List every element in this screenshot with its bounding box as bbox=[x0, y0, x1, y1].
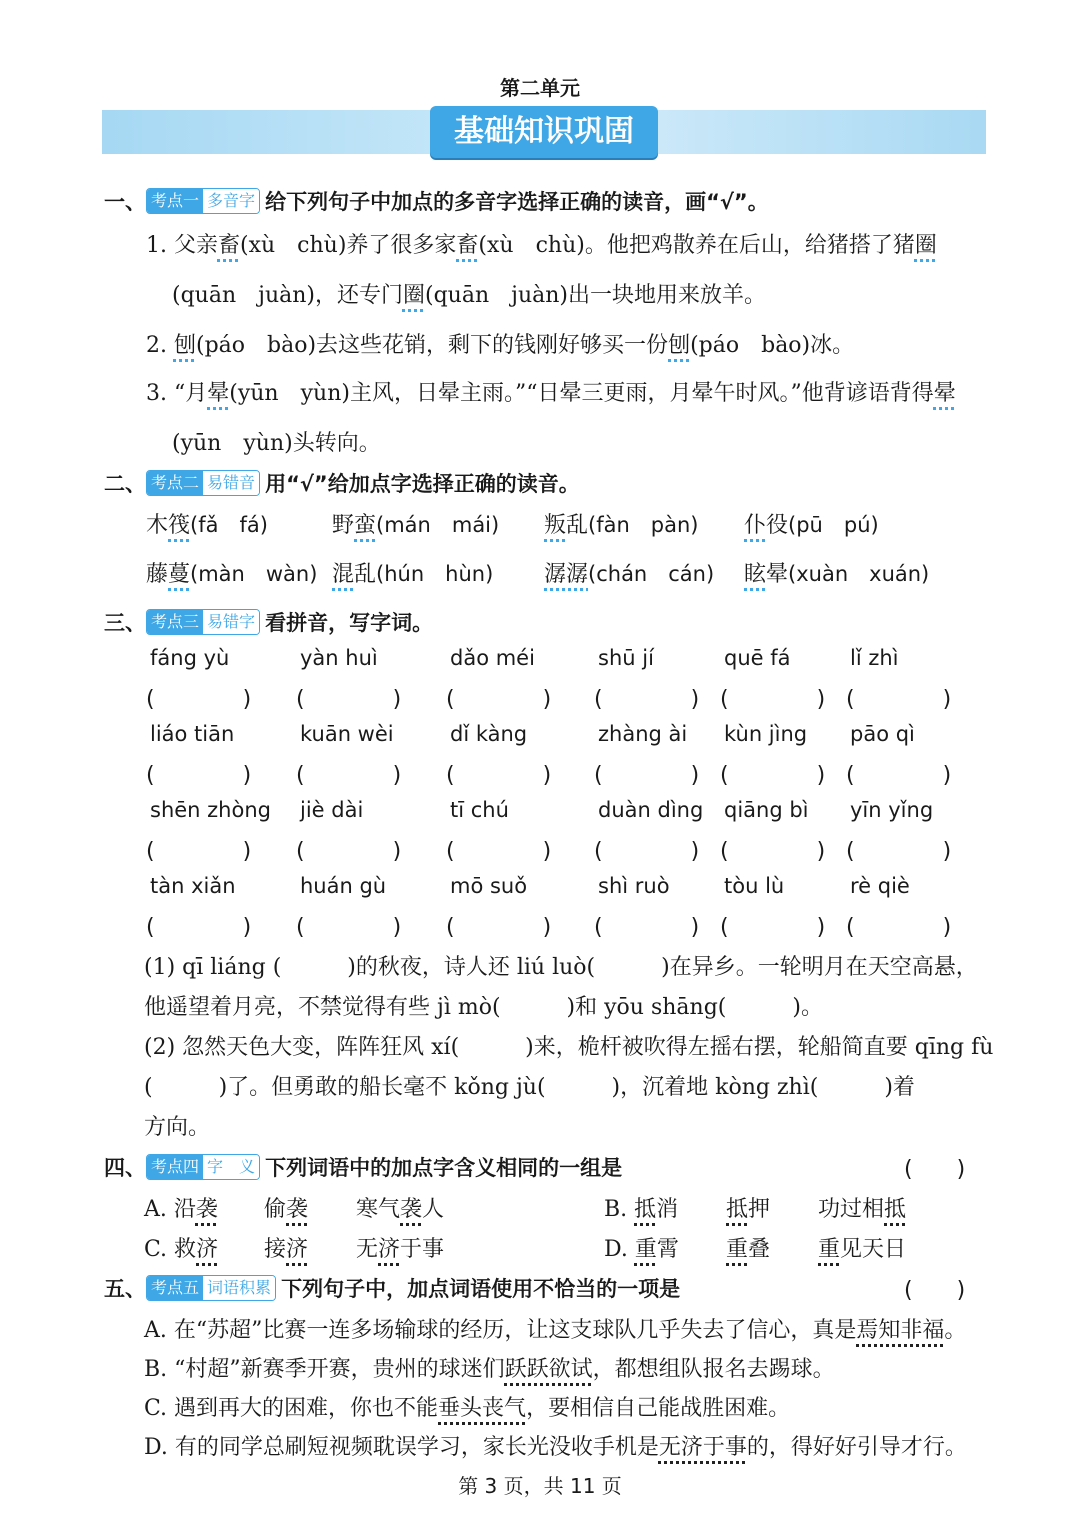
answer-blank[interactable]: ( ) bbox=[146, 763, 252, 788]
q4-option-c-2: 接济 bbox=[264, 1237, 309, 1262]
q5-option-d: D. 有的同学总刷短视频耽误学习，家长光没收手机是无济于事的，得好好引导才行。 bbox=[144, 1435, 967, 1460]
q4-option-b-2: 抵押 bbox=[726, 1197, 771, 1222]
q5-answer-blank[interactable]: ( ) bbox=[904, 1278, 966, 1303]
page-number: 第 3 页，共 11 页 bbox=[458, 1474, 622, 1498]
q3-heading: 三、 考点三 易错字 看拼音，写字词。 bbox=[104, 611, 434, 635]
q2-item: 潺潺(chán cán) bbox=[544, 562, 715, 587]
q1-s3-line1: 3. “月晕(yūn yùn)主风，日晕主雨。”“日晕三更雨，月晕午时风。”他背谚语背得晕 bbox=[146, 381, 956, 406]
pinyin-label: dǐ kàng bbox=[450, 722, 528, 746]
pinyin-label: dǎo méi bbox=[450, 646, 535, 670]
q5-option-c: C. 遇到再大的困难，你也不能垂头丧气，要相信自己能战胜困难。 bbox=[144, 1396, 791, 1421]
answer-blank[interactable]: ( ) bbox=[594, 915, 700, 940]
q1-number: 一、 bbox=[104, 190, 146, 214]
answer-blank[interactable]: ( ) bbox=[296, 687, 402, 712]
q3-prompt: 看拼音，写字词。 bbox=[265, 611, 434, 635]
q1-s1-line1: 1. 父亲畜(xù chù)养了很多家畜(xù chù)。他把鸡散养在后山，给猪搭了猪圈 bbox=[146, 233, 937, 258]
answer-blank[interactable]: ( ) bbox=[720, 915, 826, 940]
answer-blank[interactable]: ( ) bbox=[296, 763, 402, 788]
pinyin-label: shēn zhòng bbox=[150, 798, 271, 822]
pinyin-label: jiè dài bbox=[300, 798, 364, 822]
unit-title: 第二单元 bbox=[500, 76, 580, 100]
answer-blank[interactable]: ( ) bbox=[446, 915, 552, 940]
pinyin-label: quē fá bbox=[724, 646, 791, 670]
answer-blank[interactable]: ( ) bbox=[846, 915, 952, 940]
answer-blank[interactable]: ( ) bbox=[446, 839, 552, 864]
answer-blank[interactable]: ( ) bbox=[146, 687, 252, 712]
pinyin-label: yīn yǐng bbox=[850, 798, 934, 822]
q4-option-a-3: 寒气袭人 bbox=[356, 1197, 445, 1222]
answer-blank[interactable]: ( ) bbox=[146, 839, 252, 864]
q2-item: 叛乱(fàn pàn) bbox=[544, 513, 699, 538]
q4-option-c-3: 无济于事 bbox=[356, 1237, 445, 1262]
page-title: 基础知识巩固 bbox=[430, 106, 658, 158]
q3-para1-line1: (1) qī liáng ( )的秋夜，诗人还 liú luò( )在异乡。一轮明月在天空高悬， bbox=[144, 955, 978, 980]
pinyin-label: kuān wèi bbox=[300, 722, 394, 746]
answer-blank[interactable]: ( ) bbox=[594, 687, 700, 712]
q4-option-a: A. 沿袭 bbox=[144, 1197, 218, 1222]
q2-prompt: 用“√”给加点字选择正确的读音。 bbox=[265, 472, 580, 496]
q1-prompt: 给下列句子中加点的多音字选择正确的读音，画“√”。 bbox=[265, 190, 769, 214]
q4-answer-blank[interactable]: ( ) bbox=[904, 1157, 966, 1182]
q5-prompt: 下列句子中，加点词语使用不恰当的一项是 bbox=[281, 1277, 681, 1301]
q4-option-a-2: 偷袭 bbox=[264, 1197, 309, 1222]
pinyin-label: zhàng ài bbox=[598, 722, 688, 746]
pinyin-label: rè qiè bbox=[850, 874, 910, 898]
q4-option-d: D. 重霄 bbox=[604, 1237, 679, 1262]
answer-blank[interactable]: ( ) bbox=[846, 763, 952, 788]
answer-blank[interactable]: ( ) bbox=[446, 687, 552, 712]
answer-blank[interactable]: ( ) bbox=[446, 763, 552, 788]
pinyin-label: yàn huì bbox=[300, 646, 378, 670]
pinyin-label: qiāng bì bbox=[724, 798, 809, 822]
q1-s3-line2: (yūn yùn)头转向。 bbox=[172, 431, 381, 456]
answer-blank[interactable]: ( ) bbox=[720, 687, 826, 712]
q3-badge: 考点三 易错字 bbox=[146, 609, 260, 635]
pinyin-label: huán gù bbox=[300, 874, 387, 898]
answer-blank[interactable]: ( ) bbox=[720, 839, 826, 864]
q2-item: 混乱(hún hùn) bbox=[332, 562, 494, 587]
pinyin-label: liáo tiān bbox=[150, 722, 235, 746]
pinyin-label: tàn xiǎn bbox=[150, 874, 236, 898]
q4-option-b: B. 抵消 bbox=[604, 1197, 679, 1222]
q2-heading: 二、 考点二 易错音 用“√”给加点字选择正确的读音。 bbox=[104, 472, 580, 496]
q4-heading: 四、 考点四 字 义 下列词语中的加点字含义相同的一组是 bbox=[104, 1156, 623, 1180]
answer-blank[interactable]: ( ) bbox=[846, 687, 952, 712]
q3-para1-line2: 他遥望着月亮，不禁觉得有些 jì mò( )和 yōu shāng( )。 bbox=[144, 995, 823, 1020]
q5-option-b: B. “村超”新赛季开赛，贵州的球迷们跃跃欲试，都想组队报名去踢球。 bbox=[144, 1357, 835, 1382]
pinyin-label: tī chú bbox=[450, 798, 509, 822]
q2-item: 木筏(fǎ fá) bbox=[146, 513, 268, 538]
pinyin-label: lǐ zhì bbox=[850, 646, 899, 670]
q5-option-a: A. 在“苏超”比赛一连多场输球的经历，让这支球队几乎失去了信心，真是焉知非福。 bbox=[144, 1318, 967, 1343]
q4-option-b-3: 功过相抵 bbox=[818, 1197, 907, 1222]
q2-item: 野蛮(mán mái) bbox=[332, 513, 500, 538]
q3-para2-line2: ( )了。但勇敢的船长毫不 kǒng jù( )，沉着地 kòng zhì( )着 bbox=[144, 1075, 915, 1100]
answer-blank[interactable]: ( ) bbox=[846, 839, 952, 864]
q4-option-d-3: 重见天日 bbox=[818, 1237, 907, 1262]
pinyin-label: mō suǒ bbox=[450, 874, 528, 898]
answer-blank[interactable]: ( ) bbox=[594, 763, 700, 788]
q2-item: 藤蔓(màn wàn) bbox=[146, 562, 318, 587]
q4-prompt: 下列词语中的加点字含义相同的一组是 bbox=[265, 1156, 623, 1180]
answer-blank[interactable]: ( ) bbox=[296, 839, 402, 864]
q4-badge: 考点四 字 义 bbox=[146, 1154, 260, 1180]
q1-s2: 2. 刨(páo bào)去这些花销，剩下的钱刚好够买一份刨(páo bào)冰。 bbox=[146, 333, 855, 358]
q4-option-c: C. 救济 bbox=[144, 1237, 219, 1262]
q5-badge: 考点五 词语积累 bbox=[146, 1275, 276, 1301]
q5-heading: 五、 考点五 词语积累 下列句子中，加点词语使用不恰当的一项是 bbox=[104, 1277, 681, 1301]
q1-badge: 考点一 多音字 bbox=[146, 188, 260, 214]
pinyin-label: shì ruò bbox=[598, 874, 670, 898]
q2-item: 仆役(pū pú) bbox=[744, 513, 879, 538]
q1-s1-line2: (quān juàn)，还专门圈(quān juàn)出一块地用来放羊。 bbox=[172, 283, 766, 308]
pinyin-label: duàn dìng bbox=[598, 798, 704, 822]
pinyin-label: kùn jìng bbox=[724, 722, 808, 746]
answer-blank[interactable]: ( ) bbox=[720, 763, 826, 788]
pinyin-label: pāo qì bbox=[850, 722, 915, 746]
q3-para2-line1: (2) 忽然天色大变，阵阵狂风 xí( )来，桅杆被吹得左摇右摆，轮船简直要 qīng fù bbox=[144, 1035, 994, 1060]
answer-blank[interactable]: ( ) bbox=[594, 839, 700, 864]
q2-item: 眩晕(xuàn xuán) bbox=[744, 562, 930, 587]
answer-blank[interactable]: ( ) bbox=[146, 915, 252, 940]
pinyin-label: fáng yù bbox=[150, 646, 230, 670]
q2-badge: 考点二 易错音 bbox=[146, 470, 260, 496]
q4-option-d-2: 重叠 bbox=[726, 1237, 771, 1262]
pinyin-label: tòu lù bbox=[724, 874, 785, 898]
q1-heading bbox=[104, 186, 769, 216]
answer-blank[interactable]: ( ) bbox=[296, 915, 402, 940]
q3-para2-line3: 方向。 bbox=[144, 1115, 211, 1140]
pinyin-label: shū jí bbox=[598, 646, 654, 670]
